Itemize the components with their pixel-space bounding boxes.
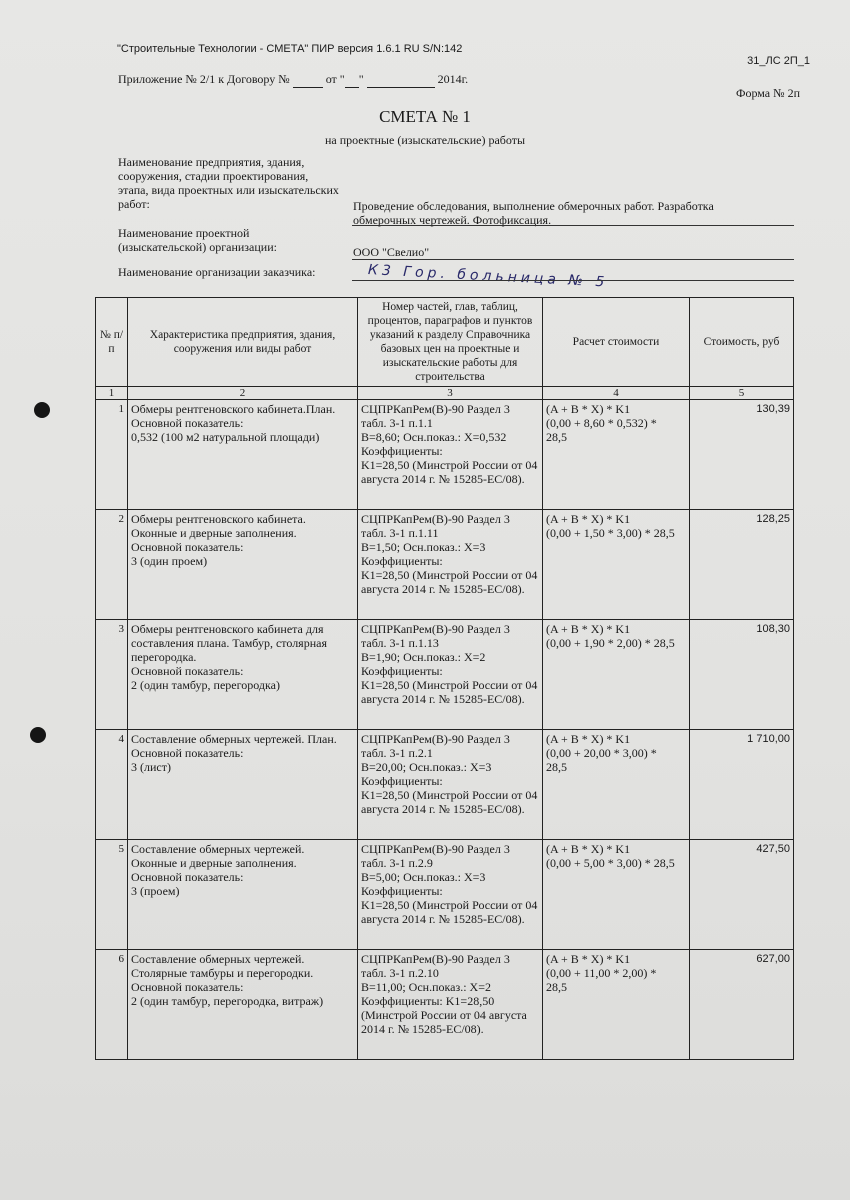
description-line: 3 (проем)	[131, 884, 180, 898]
col-header-description: Характеристика предприятия, здания, сооружения или виды работ	[128, 298, 358, 387]
object-value-line: обмерочных чертежей. Фотофиксация.	[353, 213, 552, 227]
reference-line: табл. 3-1 п.2.9	[361, 856, 433, 870]
calculation-line: (0,00 + 1,90 * 2,00) * 28,5	[546, 636, 675, 650]
reference-line: K1=28,50 (Минстрой России от 04	[361, 788, 538, 802]
reference-line: K1=28,50 (Минстрой России от 04	[361, 898, 538, 912]
reference-line: августа 2014 г. № 15285-ЕС/08).	[361, 912, 525, 926]
reference-line: 2014 г. № 15285-ЕС/08).	[361, 1022, 484, 1036]
description-line: Основной показатель:	[131, 980, 244, 994]
calculation-line: (0,00 + 8,60 * 0,532) *	[546, 416, 657, 430]
reference-line: СЦПРКапРем(В)-90 Раздел 3	[361, 622, 510, 636]
row-number: 3	[96, 620, 128, 730]
org-label	[118, 226, 277, 254]
appendix-line	[118, 72, 468, 88]
object-label	[118, 155, 339, 211]
cost-calculation	[543, 400, 690, 510]
reference-line: СЦПРКапРем(В)-90 Раздел 3	[361, 732, 510, 746]
column-number-row	[96, 387, 794, 400]
calculation-line: (0,00 + 20,00 * 3,00) *	[546, 746, 657, 760]
col-header-calculation: Расчет стоимости	[543, 298, 690, 387]
row-cost: 427,50	[690, 840, 794, 950]
description-line: Составление обмерных чертежей. План.	[131, 732, 337, 746]
reference-line: СЦПРКапРем(В)-90 Раздел 3	[361, 402, 510, 416]
reference-line: табл. 3-1 п.1.11	[361, 526, 439, 540]
description-line: Обмеры рентгеновского кабинета для	[131, 622, 324, 636]
object-label-line: сооружения, стадии проектирования,	[118, 169, 309, 183]
reference-line: K1=28,50 (Минстрой России от 04	[361, 568, 538, 582]
reference-line: табл. 3-1 п.2.10	[361, 966, 439, 980]
work-description	[128, 620, 358, 730]
description-line: 0,532 (100 м2 натуральной площади)	[131, 430, 320, 444]
table-row	[96, 620, 794, 730]
cost-calculation	[543, 950, 690, 1060]
object-value	[353, 199, 753, 227]
price-reference	[358, 620, 543, 730]
reference-line: СЦПРКапРем(В)-90 Раздел 3	[361, 512, 510, 526]
org-underline	[352, 259, 794, 260]
col-header-reference: Номер частей, глав, таблиц, процентов, параграфов и пунктов указаний к разделу Справочника базовых цен на проектные и изыскательские работы для строительства	[358, 298, 543, 387]
table-row	[96, 840, 794, 950]
price-reference	[358, 730, 543, 840]
customer-label: Наименование организации заказчика:	[118, 265, 316, 279]
org-value: ООО "Свелио"	[353, 245, 430, 259]
calculation-line: 28,5	[546, 430, 567, 444]
reference-line: B=8,60; Осн.показ.: X=0,532	[361, 430, 507, 444]
punch-hole	[30, 727, 46, 743]
column-number: 1	[96, 387, 128, 400]
column-number: 2	[128, 387, 358, 400]
reference-line: B=1,50; Осн.показ.: X=3	[361, 540, 486, 554]
reference-line: (Минстрой России от 04 августа	[361, 1008, 527, 1022]
form-number: Форма № 2п	[735, 86, 800, 100]
object-label-line: работ:	[118, 197, 150, 211]
reference-line: B=20,00; Осн.показ.: X=3	[361, 760, 492, 774]
reference-line: августа 2014 г. № 15285-ЕС/08).	[361, 582, 525, 596]
row-cost: 1 710,00	[690, 730, 794, 840]
reference-line: августа 2014 г. № 15285-ЕС/08).	[361, 472, 525, 486]
calculation-line: 28,5	[546, 980, 567, 994]
table-row	[96, 400, 794, 510]
description-line: Обмеры рентгеновского кабинета.План.	[131, 402, 336, 416]
reference-line: B=1,90; Осн.показ.: X=2	[361, 650, 486, 664]
table-row	[96, 950, 794, 1060]
description-line: Столярные тамбуры и перегородки.	[131, 966, 314, 980]
col-header-number: № п/п	[96, 298, 128, 387]
table-row	[96, 730, 794, 840]
org-label-line: Наименование проектной	[118, 226, 250, 240]
row-number: 4	[96, 730, 128, 840]
reference-line: Коэффициенты:	[361, 444, 443, 458]
cost-calculation	[543, 840, 690, 950]
contract-number-blank	[293, 72, 323, 88]
appendix-quote: "	[358, 72, 364, 86]
description-line: 2 (один тамбур, перегородка)	[131, 678, 280, 692]
reference-line: Коэффициенты: K1=28,50	[361, 994, 495, 1008]
estimate-title: СМЕТА № 1	[379, 107, 471, 126]
reference-line: K1=28,50 (Минстрой России от 04	[361, 458, 538, 472]
description-line: Основной показатель:	[131, 746, 244, 760]
customer-handwritten: К3 Гор. больница № 5	[367, 262, 609, 291]
cost-calculation	[543, 510, 690, 620]
estimate-table	[95, 297, 794, 1060]
customer-underline	[352, 280, 794, 281]
description-line: Основной показатель:	[131, 664, 244, 678]
day-blank	[345, 72, 359, 88]
software-header: "Строительные Технологии - СМЕТА" ПИР версия 1.6.1 RU S/N:142	[117, 43, 463, 55]
work-description	[128, 400, 358, 510]
reference-line: табл. 3-1 п.1.1	[361, 416, 433, 430]
work-description	[128, 510, 358, 620]
reference-line: B=11,00; Осн.показ.: X=2	[361, 980, 491, 994]
calculation-line: (A + B * X) * K1	[546, 402, 631, 416]
work-description	[128, 840, 358, 950]
punch-hole	[34, 402, 50, 418]
cost-calculation	[543, 730, 690, 840]
calculation-line: (A + B * X) * K1	[546, 952, 631, 966]
description-line: Составление обмерных чертежей.	[131, 952, 305, 966]
calculation-line: (A + B * X) * K1	[546, 622, 631, 636]
object-label-line: Наименование предприятия, здания,	[118, 155, 305, 169]
appendix-prefix: Приложение № 2/1 к Договору №	[118, 72, 290, 86]
description-line: составления плана. Тамбур, столярная	[131, 636, 327, 650]
calculation-line: (A + B * X) * K1	[546, 842, 631, 856]
column-number: 3	[358, 387, 543, 400]
reference-line: табл. 3-1 п.2.1	[361, 746, 433, 760]
work-description	[128, 730, 358, 840]
estimate-subtitle: на проектные (изыскательские) работы	[324, 133, 526, 147]
row-number: 1	[96, 400, 128, 510]
row-cost: 108,30	[690, 620, 794, 730]
reference-line: Коэффициенты:	[361, 774, 443, 788]
description-line: 3 (лист)	[131, 760, 171, 774]
org-label-line: (изыскательской) организации:	[118, 240, 277, 254]
description-line: Основной показатель:	[131, 540, 244, 554]
description-line: Основной показатель:	[131, 870, 244, 884]
reference-line: августа 2014 г. № 15285-ЕС/08).	[361, 802, 525, 816]
column-number: 5	[690, 387, 794, 400]
reference-line: B=5,00; Осн.показ.: X=3	[361, 870, 486, 884]
description-line: Обмеры рентгеновского кабинета.	[131, 512, 306, 526]
row-cost: 130,39	[690, 400, 794, 510]
price-reference	[358, 950, 543, 1060]
reference-line: K1=28,50 (Минстрой России от 04	[361, 678, 538, 692]
reference-line: Коэффициенты:	[361, 664, 443, 678]
description-line: 2 (один тамбур, перегородка, витраж)	[131, 994, 324, 1008]
appendix-year: 2014г.	[437, 72, 469, 86]
price-reference	[358, 510, 543, 620]
calculation-line: (A + B * X) * K1	[546, 732, 631, 746]
object-label-line: этапа, вида проектных или изыскательских	[118, 183, 339, 197]
reference-line: августа 2014 г. № 15285-ЕС/08).	[361, 692, 525, 706]
description-line: Основной показатель:	[131, 416, 244, 430]
row-number: 5	[96, 840, 128, 950]
col-header-cost: Стоимость, руб	[690, 298, 794, 387]
calculation-line: 28,5	[546, 760, 567, 774]
description-line: Оконные и дверные заполнения.	[131, 526, 297, 540]
description-line: Оконные и дверные заполнения.	[131, 856, 297, 870]
table-header-row	[96, 298, 794, 387]
description-line: Составление обмерных чертежей.	[131, 842, 305, 856]
description-line: 3 (один проем)	[131, 554, 208, 568]
document-code: 31_ЛС 2П_1	[747, 55, 810, 67]
reference-line: СЦПРКапРем(В)-90 Раздел 3	[361, 842, 510, 856]
object-underline	[352, 225, 794, 226]
description-line: перегородка.	[131, 650, 197, 664]
cost-calculation	[543, 620, 690, 730]
column-number: 4	[543, 387, 690, 400]
reference-line: табл. 3-1 п.1.13	[361, 636, 439, 650]
reference-line: Коэффициенты:	[361, 554, 443, 568]
row-cost: 128,25	[690, 510, 794, 620]
calculation-line: (A + B * X) * K1	[546, 512, 631, 526]
object-value-line: Проведение обследования, выполнение обмерочных работ. Разработка	[353, 199, 714, 213]
price-reference	[358, 840, 543, 950]
table-body	[96, 400, 794, 1060]
month-blank	[367, 72, 435, 88]
calculation-line: (0,00 + 1,50 * 3,00) * 28,5	[546, 526, 675, 540]
row-number: 2	[96, 510, 128, 620]
appendix-from: от "	[325, 72, 345, 86]
calculation-line: (0,00 + 11,00 * 2,00) *	[546, 966, 657, 980]
table-row	[96, 510, 794, 620]
reference-line: Коэффициенты:	[361, 884, 443, 898]
row-number: 6	[96, 950, 128, 1060]
calculation-line: (0,00 + 5,00 * 3,00) * 28,5	[546, 856, 675, 870]
reference-line: СЦПРКапРем(В)-90 Раздел 3	[361, 952, 510, 966]
work-description	[128, 950, 358, 1060]
row-cost: 627,00	[690, 950, 794, 1060]
price-reference	[358, 400, 543, 510]
